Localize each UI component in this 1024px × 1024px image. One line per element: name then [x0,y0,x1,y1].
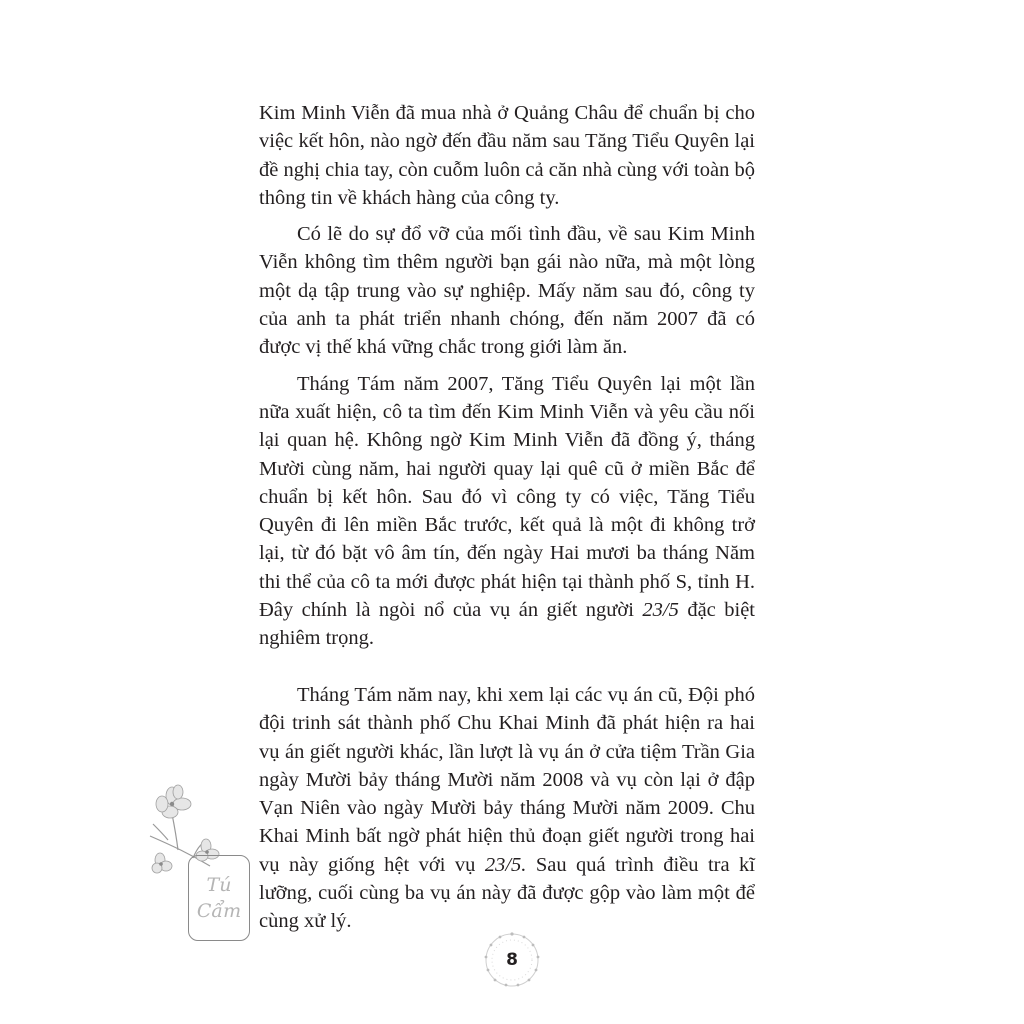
text-section-bottom [259,681,755,936]
text-section-top [259,99,755,653]
paragraph-3-text-end: đặc biệt nghiêm trọng. [259,599,755,650]
case-number-emphasis-2: 23/5. [484,853,527,876]
signature-seal [188,855,250,941]
paragraph-4-text-end: Sau quá trình điều tra kĩ lưỡng, cuối cùng ba vụ án này đã được gộp vào làm một để cùng xử lý. [259,853,755,933]
page-number-emblem [476,928,548,992]
paragraph-4 [259,681,755,936]
paragraph-1: Kim Minh Viễn đã mua nhà ở Quảng Châu để chuẩn bị cho việc kết hôn, nào ngờ đến đầu năm sau Tăng Tiểu Quyên lại đề nghị chia tay, còn cuỗm luôn cả căn nhà cùng với toàn bộ thông tin về khách hàng của công ty. [259,102,755,209]
page-number: 8 [506,950,518,970]
paragraph-3-text: Tháng Tám năm 2007, Tăng Tiểu Quyên lại một lần nữa xuất hiện, cô ta tìm đến Kim Minh Viễn và yêu cầu nối lại quan hệ. Không ngờ Kim Minh Viễn đã đồng ý, tháng Mười cùng năm, hai người quay lại quê cũ ở miền Bắc để chuẩn bị kết hôn. Sau đó vì công ty có việc, Tăng Tiểu Quyên đi lên miền Bắc trước, kết quả là một đi không trở lại, từ đó bặt vô âm tín, đến ngày Hai mươi ba tháng Năm thi thể của cô ta mới được phát hiện tại thành phố S, tỉnh H. Đây chính là ngòi nổ của vụ án giết người [259,372,755,622]
signature-line-1: Tú [206,874,232,896]
paragraph-2: Có lẽ do sự đổ vỡ của mối tình đầu, về sau Kim Minh Viễn không tìm thêm người bạn gái nào nữa, mà một lòng một dạ tập trung vào sự nghiệp. Mấy năm sau đó, công ty của anh ta phát triển nhanh chóng, đến năm 2007 đã có được vị thế khá vững chắc trong giới làm ăn. [259,223,755,359]
signature-line-2: Cẩm [196,900,242,922]
case-number-emphasis: 23/5 [642,599,679,622]
paragraph-3 [259,370,755,653]
paragraph-4-text: Tháng Tám năm nay, khi xem lại các vụ án cũ, Đội phó đội trinh sát thành phố Chu Khai Minh đã phát hiện ra hai vụ án giết người khác, lần lượt là vụ án ở cửa tiệm Trần Gia ngày Mười bảy tháng Mười năm 2008 và vụ còn lại ở đập Vạn Niên vào ngày Mười bảy tháng Mười năm 2009. Chu Khai Minh bất ngờ phát hiện thủ đoạn giết người trong hai vụ này giống hệt với vụ [259,684,755,876]
